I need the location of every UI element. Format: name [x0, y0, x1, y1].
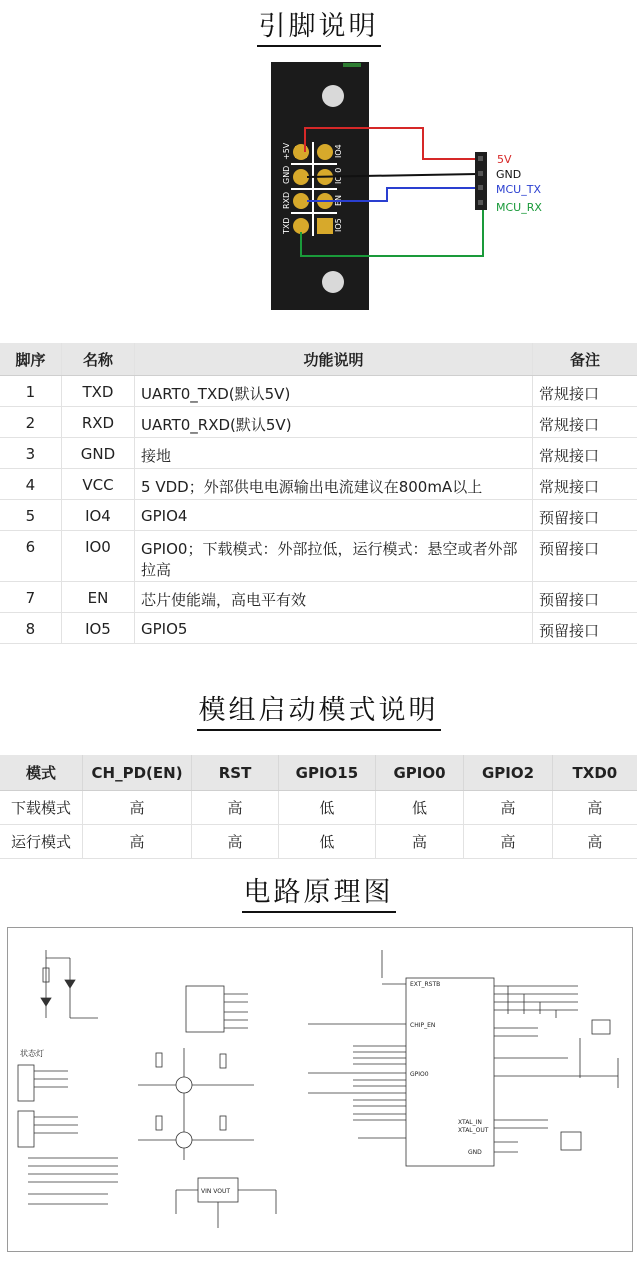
- mode-cell: 高: [191, 791, 278, 825]
- boot-mode-table: [0, 755, 637, 859]
- pin-label-txd: TXD: [282, 217, 291, 234]
- schematic-label-gnd: GND: [468, 1149, 482, 1156]
- mode-table-header: [0, 755, 637, 791]
- pin-note: 预留接口: [533, 531, 637, 582]
- pin-no: 4: [0, 469, 61, 500]
- pin-name: VCC: [61, 469, 134, 500]
- wire-label-5v: 5V: [497, 153, 512, 166]
- wire-label-mcu-rx: MCU_RX: [496, 201, 542, 214]
- pin-label-en: EN: [334, 194, 343, 206]
- pin-label-5v: +5V: [282, 142, 291, 160]
- circuit-schematic: [7, 927, 633, 1252]
- pin-func: 接地: [135, 438, 533, 469]
- col-header-name: 名称: [61, 343, 134, 376]
- pin-no: 5: [0, 500, 61, 531]
- pin-note: 常规接口: [533, 407, 637, 438]
- pin-no: 1: [0, 376, 61, 407]
- schematic-title: 电路原理图: [0, 870, 637, 913]
- schematic-label-gpio0: GPIO0: [410, 1071, 429, 1078]
- pin-func: GPIO0；下载模式：外部拉低，运行模式：悬空或者外部拉高: [135, 531, 533, 582]
- mode-cell: 高: [191, 825, 278, 859]
- board-body: [271, 62, 369, 310]
- schematic-label-xtal-in: XTAL_IN: [458, 1119, 482, 1126]
- pin-func: 芯片使能端，高电平有效: [135, 582, 533, 613]
- pin-label-io5: IO5: [334, 218, 343, 232]
- mount-hole-top: [322, 85, 344, 107]
- pin-description-title: 引脚说明: [0, 4, 637, 47]
- pin-table: [0, 343, 637, 644]
- pin-name: EN: [61, 582, 134, 613]
- mode-name: 下载模式: [0, 791, 83, 825]
- mode-cell: 高: [83, 791, 192, 825]
- pin-note: 常规接口: [533, 469, 637, 500]
- pin-name: TXD: [61, 376, 134, 407]
- pin-no: 6: [0, 531, 61, 582]
- schematic-label-regulator: VIN VOUT: [201, 1188, 231, 1195]
- table-row: [0, 469, 637, 500]
- col-header-txd0: TXD0: [552, 755, 637, 791]
- pin-name: GND: [61, 438, 134, 469]
- pin-name: IO5: [61, 613, 134, 644]
- mode-name: 运行模式: [0, 825, 83, 859]
- mode-cell: 低: [279, 791, 376, 825]
- mode-cell: 高: [464, 791, 552, 825]
- table-row: [0, 791, 637, 825]
- pin-note: 预留接口: [533, 500, 637, 531]
- col-header-gpio15: GPIO15: [279, 755, 376, 791]
- boot-mode-title: 模组启动模式说明: [0, 688, 637, 731]
- col-header-note: 备注: [533, 343, 637, 376]
- pin-name: IO0: [61, 531, 134, 582]
- table-row: [0, 531, 637, 582]
- pin-label-rxd: RXD: [282, 191, 291, 209]
- pin-no: 8: [0, 613, 61, 644]
- mount-hole-bottom: [322, 271, 344, 293]
- mode-cell: 高: [375, 825, 463, 859]
- module-board-figure: [265, 60, 565, 315]
- schematic-label-ext-rstb: EXT_RSTB: [410, 981, 441, 988]
- pin-note: 常规接口: [533, 438, 637, 469]
- pin-label-io4: IO4: [334, 144, 343, 158]
- pin-label-gnd: GND: [282, 165, 291, 184]
- col-header-rst: RST: [191, 755, 278, 791]
- mode-cell: 高: [464, 825, 552, 859]
- mode-cell: 高: [552, 825, 637, 859]
- wire-label-mcu-tx: MCU_TX: [496, 183, 541, 196]
- mode-cell: 高: [83, 825, 192, 859]
- schematic-label-chip-en: CHIP_EN: [410, 1022, 436, 1029]
- table-row: [0, 613, 637, 644]
- pin-no: 2: [0, 407, 61, 438]
- pin-func: GPIO4: [135, 500, 533, 531]
- pin-no: 7: [0, 582, 61, 613]
- table-row: [0, 438, 637, 469]
- schematic-label-status-led: 状态灯: [20, 1049, 44, 1058]
- table-row: [0, 582, 637, 613]
- schematic-label-xtal-out: XTAL_OUT: [458, 1127, 489, 1134]
- pin-name: IO4: [61, 500, 134, 531]
- col-header-func: 功能说明: [135, 343, 533, 376]
- pin-label-io0: IO 0: [334, 167, 343, 184]
- pin-name: RXD: [61, 407, 134, 438]
- col-header-gpio0: GPIO0: [375, 755, 463, 791]
- pin-func: 5 VDD；外部供电电源输出电流建议在800mA以上: [135, 469, 533, 500]
- table-row: [0, 500, 637, 531]
- col-header-mode: 模式: [0, 755, 83, 791]
- pin-no: 3: [0, 438, 61, 469]
- mode-cell: 高: [552, 791, 637, 825]
- pin-func: UART0_TXD(默认5V): [135, 376, 533, 407]
- col-header-gpio2: GPIO2: [464, 755, 552, 791]
- table-row: [0, 825, 637, 859]
- pin-func: GPIO5: [135, 613, 533, 644]
- pin-func: UART0_RXD(默认5V): [135, 407, 533, 438]
- col-header-ch-pd: CH_PD(EN): [83, 755, 192, 791]
- table-row: [0, 407, 637, 438]
- mode-cell: 低: [375, 791, 463, 825]
- pin-note: 常规接口: [533, 376, 637, 407]
- pin-table-header: [0, 343, 637, 376]
- mode-cell: 低: [279, 825, 376, 859]
- col-header-no: 脚序: [0, 343, 61, 376]
- wire-label-gnd: GND: [496, 168, 522, 181]
- pin-note: 预留接口: [533, 582, 637, 613]
- pin-note: 预留接口: [533, 613, 637, 644]
- table-row: [0, 376, 637, 407]
